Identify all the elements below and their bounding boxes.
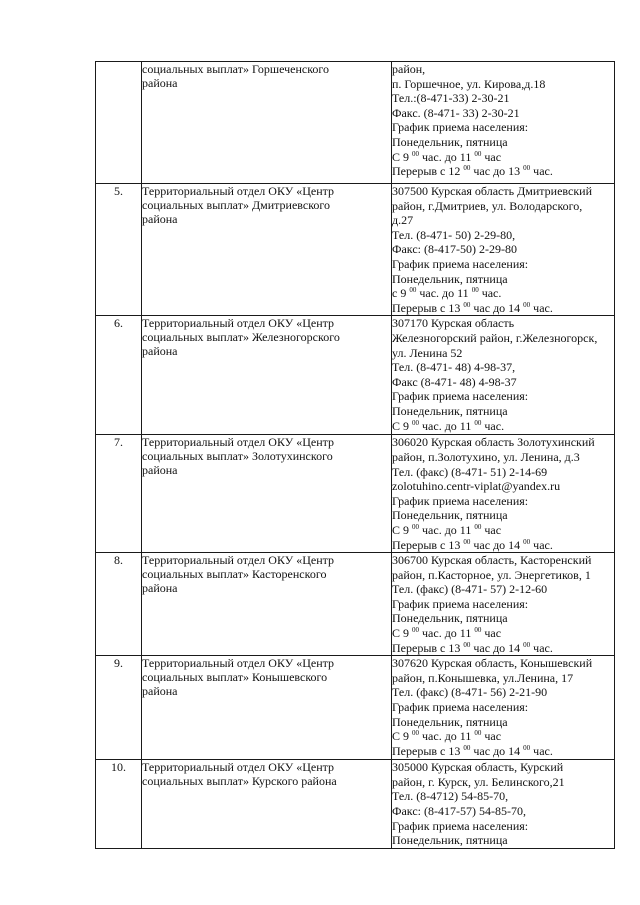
row-number: 8. bbox=[96, 553, 142, 656]
contact-line: График приема населения: bbox=[392, 256, 529, 271]
contact-line: Понедельник, пятница bbox=[392, 611, 508, 626]
office-name-cell bbox=[142, 316, 392, 435]
contact-line: Факс: (8-417-50) 2-29-80 bbox=[392, 242, 517, 257]
office-name-line: района bbox=[142, 344, 178, 359]
contact-line: ул. Ленина 52 bbox=[392, 345, 463, 360]
contact-line: Понедельник, пятница bbox=[392, 403, 508, 418]
contact-line: Тел. (8-471- 48) 4-98-37, bbox=[392, 360, 516, 375]
office-name-cell bbox=[142, 760, 392, 849]
contact-line: Тел. (8-4712) 54-85-70, bbox=[392, 789, 509, 804]
contact-line: район, п.Касторное, ул. Энергетиков, 1 bbox=[392, 567, 591, 582]
contact-line: Тел. (факс) (8-471- 51) 2-14-69 bbox=[392, 464, 548, 479]
table-row bbox=[96, 62, 615, 184]
contact-line: 306020 Курская область Золотухинский bbox=[392, 435, 595, 450]
office-name-line: социальных выплат» Курского района bbox=[142, 774, 337, 789]
office-contact-cell bbox=[392, 760, 615, 849]
office-name-line: Территориальный отдел ОКУ «Центр bbox=[142, 760, 335, 775]
contact-line: Железногорский район, г.Железногорск, bbox=[392, 330, 598, 345]
contact-line: д.27 bbox=[392, 213, 414, 228]
contact-line: График приема населения: bbox=[392, 493, 529, 508]
office-name-line: социальных выплат» Железногорского bbox=[142, 330, 340, 345]
table-row bbox=[96, 656, 615, 760]
contact-line: С 9 $^{00}$ час. до 11 $^{00}$ час. bbox=[392, 418, 505, 433]
contact-line: Факс (8-471- 48) 4-98-37 bbox=[392, 374, 517, 389]
contact-line: Факс: (8-417-57) 54-85-70, bbox=[392, 804, 526, 819]
contact-line: Понедельник, пятница bbox=[392, 508, 508, 523]
contact-line: Перерыв с 12 $^{00}$ час до 13 $^{00}$ час. bbox=[392, 164, 553, 179]
row-number bbox=[96, 62, 142, 184]
row-number: 10. bbox=[96, 760, 142, 849]
contact-line: с 9 $^{00}$ час. до 11 $^{00}$ час. bbox=[392, 286, 502, 301]
contact-line: 305000 Курская область, Курский bbox=[392, 760, 564, 775]
office-contact-cell bbox=[392, 656, 615, 760]
contact-line: С 9 $^{00}$ час. до 11 $^{00}$ час bbox=[392, 729, 502, 744]
contact-line: 307500 Курская область Дмитриевский bbox=[392, 184, 593, 198]
office-name-cell bbox=[142, 656, 392, 760]
contact-line: район, bbox=[392, 62, 426, 76]
office-name-cell bbox=[142, 553, 392, 656]
table-row bbox=[96, 184, 615, 316]
office-name-cell bbox=[142, 435, 392, 553]
contact-line: 306700 Курская область, Касторенский bbox=[392, 553, 592, 568]
contact-line: Понедельник, пятница bbox=[392, 714, 508, 729]
office-contact-cell bbox=[392, 553, 615, 656]
contact-line: С 9 $^{00}$ час. до 11 $^{00}$ час bbox=[392, 149, 502, 164]
contact-line: Тел. (факс) (8-471- 57) 2-12-60 bbox=[392, 582, 548, 597]
contact-line: Понедельник, пятница bbox=[392, 833, 508, 848]
contact-line: Перерыв с 13 $^{00}$ час до 14 $^{00}$ час. bbox=[392, 537, 553, 552]
contact-line: С 9 $^{00}$ час. до 11 $^{00}$ час bbox=[392, 522, 502, 537]
contact-line: График приема населения: bbox=[392, 818, 529, 833]
contact-line: Тел.:(8-471-33) 2-30-21 bbox=[392, 91, 510, 106]
contact-line: График приема населения: bbox=[392, 700, 529, 715]
office-name-line: района bbox=[142, 684, 178, 699]
office-contact-cell bbox=[392, 435, 615, 553]
row-number: 5. bbox=[96, 184, 142, 316]
office-name-line: социальных выплат» Конышевского bbox=[142, 670, 328, 685]
offices-table bbox=[95, 61, 615, 849]
contact-line: Понедельник, пятница bbox=[392, 134, 508, 149]
contact-line: zolotuhino.centr-viplat@yandex.ru bbox=[392, 479, 561, 494]
office-name-line: социальных выплат» Золотухинского bbox=[142, 449, 333, 464]
contact-line: Тел. (8-471- 50) 2-29-80, bbox=[392, 227, 516, 242]
contact-line: район, г. Курск, ул. Белинского,21 bbox=[392, 774, 565, 789]
contact-line: район, г.Дмитриев, ул. Володарского, bbox=[392, 198, 583, 213]
contact-line: 307170 Курская область bbox=[392, 316, 515, 331]
contact-line: Перерыв с 13 $^{00}$ час до 14 $^{00}$ час. bbox=[392, 743, 553, 758]
contact-line: График приема населения: bbox=[392, 389, 529, 404]
contact-line: район, п.Конышевка, ул.Ленина, 17 bbox=[392, 670, 574, 685]
contact-line: Перерыв с 13 $^{00}$ час до 14 $^{00}$ час. bbox=[392, 300, 553, 315]
office-name-line: района bbox=[142, 463, 178, 478]
offices-table-body bbox=[96, 62, 615, 849]
office-name-line: социальных выплат» Касторенского bbox=[142, 567, 327, 582]
contact-line: Факс. (8-471- 33) 2-30-21 bbox=[392, 105, 520, 120]
contact-line: График приема населения: bbox=[392, 596, 529, 611]
table-row bbox=[96, 553, 615, 656]
table-row bbox=[96, 435, 615, 553]
table-row bbox=[96, 760, 615, 849]
contact-line: Тел. (факс) (8-471- 56) 2-21-90 bbox=[392, 685, 548, 700]
contact-line: 307620 Курская область, Конышевский bbox=[392, 656, 593, 671]
row-number: 9. bbox=[96, 656, 142, 760]
contact-line: Понедельник, пятница bbox=[392, 271, 508, 286]
row-number: 7. bbox=[96, 435, 142, 553]
office-name-cell bbox=[142, 184, 392, 316]
row-number: 6. bbox=[96, 316, 142, 435]
contact-line: С 9 $^{00}$ час. до 11 $^{00}$ час bbox=[392, 626, 502, 641]
office-name-line: Территориальный отдел ОКУ «Центр bbox=[142, 184, 335, 198]
office-name-line: социальных выплат» Дмитриевского bbox=[142, 198, 331, 212]
office-name-cell bbox=[142, 62, 392, 184]
office-name-line: района bbox=[142, 76, 178, 90]
office-name-line: района bbox=[142, 212, 178, 226]
office-name-line: Территориальный отдел ОКУ «Центр bbox=[142, 553, 335, 568]
contact-line: район, п.Золотухино, ул. Ленина, д.3 bbox=[392, 449, 580, 464]
office-contact-cell bbox=[392, 316, 615, 435]
office-name-line: района bbox=[142, 581, 178, 596]
office-name-line: Территориальный отдел ОКУ «Центр bbox=[142, 435, 335, 450]
table-row bbox=[96, 316, 615, 435]
contact-line: п. Горшечное, ул. Кирова,д.18 bbox=[392, 76, 546, 91]
office-contact-cell bbox=[392, 62, 615, 184]
office-name-line: Территориальный отдел ОКУ «Центр bbox=[142, 656, 335, 671]
contact-line: Перерыв с 13 $^{00}$ час до 14 $^{00}$ час. bbox=[392, 640, 553, 655]
office-contact-cell bbox=[392, 184, 615, 316]
office-name-line: социальных выплат» Горшеченского bbox=[142, 62, 330, 76]
contact-line: График приема населения: bbox=[392, 120, 529, 135]
office-name-line: Территориальный отдел ОКУ «Центр bbox=[142, 316, 335, 331]
